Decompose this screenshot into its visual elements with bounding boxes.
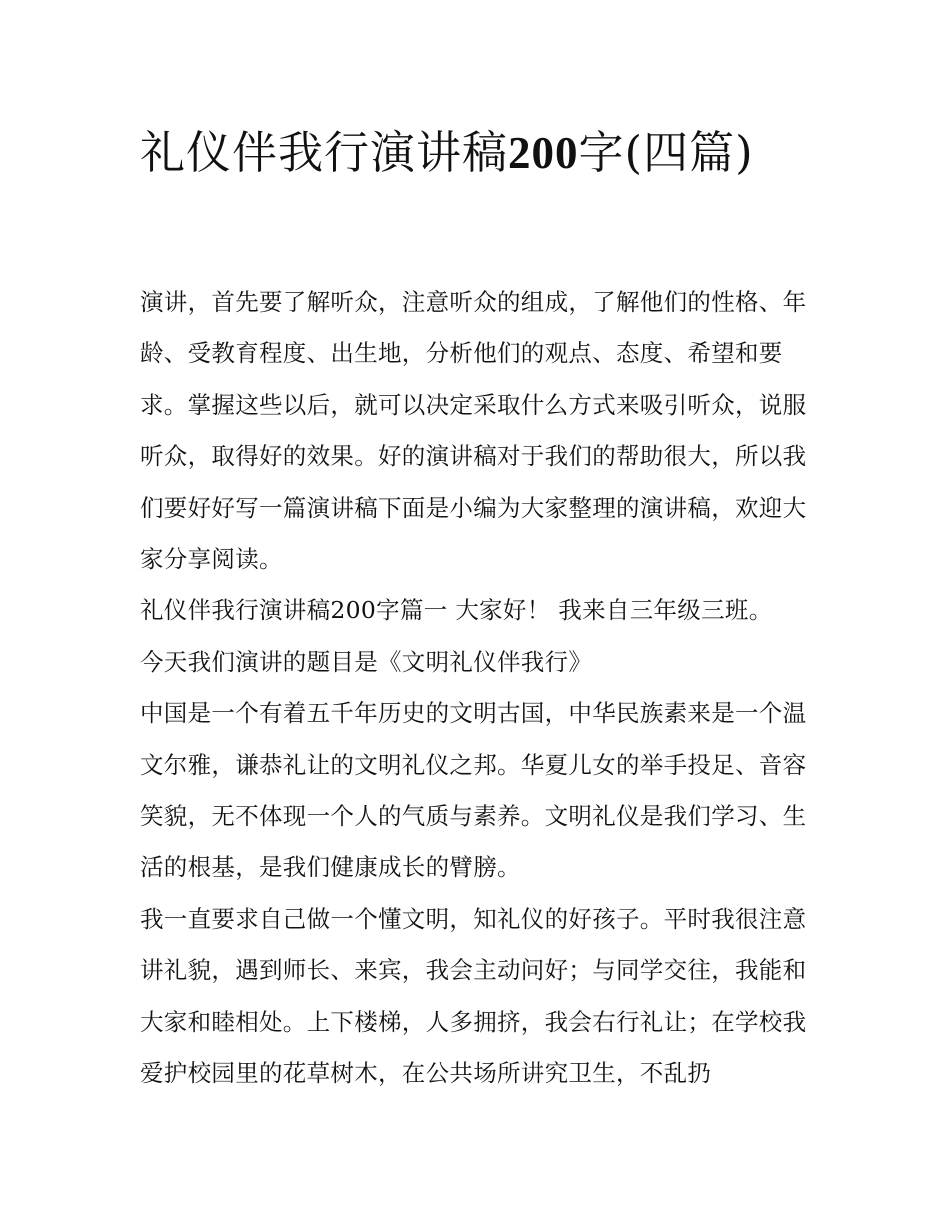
body-paragraph: 我一直要求自己做一个懂文明，知礼仪的好孩子。平时我很注意讲礼貌，遇到师长、来宾，我会主动问好；与同学交往，我能和大家和睦相处。上下楼梯，人多拥挤，我会右行礼让；在学校我爱护校园里的花草树木，在公共场所讲究卫生，不乱扔: [140, 904, 807, 1088]
title-suffix: 字(四篇): [578, 126, 754, 179]
speech-heading-paragraph: 礼仪伴我行演讲稿200字篇一 大家好！ 我来自三年级三班。: [140, 596, 773, 625]
intro-paragraph: 演讲，首先要了解听众，注意听众的组成，了解他们的性格、年龄、受教育程度、出生地，分析他们的观点、态度、希望和要求。掌握这些以后，就可以决定采取什么方式来吸引听众，说服听众，取得好的效果。好的演讲稿对于我们的帮助很大，所以我们要好好写一篇演讲稿下面是小编为大家整理的演讲稿，欢迎大家分享阅读。: [140, 288, 807, 574]
document-title: [140, 118, 820, 188]
title-number: 200: [508, 128, 579, 178]
document-body: [140, 277, 830, 1100]
title-prefix: 礼仪伴我行演讲稿: [140, 126, 509, 179]
body-paragraph: 中国是一个有着五千年历史的文明古国，中华民族素来是一个温文尔雅，谦恭礼让的文明礼仪之邦。华夏儿女的举手投足、音容笑貌，无不体现一个人的气质与素养。文明礼仪是我们学习、生活的根基，是我们健康成长的臂膀。: [140, 699, 807, 882]
speech-topic-paragraph: 今天我们演讲的题目是《文明礼仪伴我行》: [140, 647, 593, 676]
